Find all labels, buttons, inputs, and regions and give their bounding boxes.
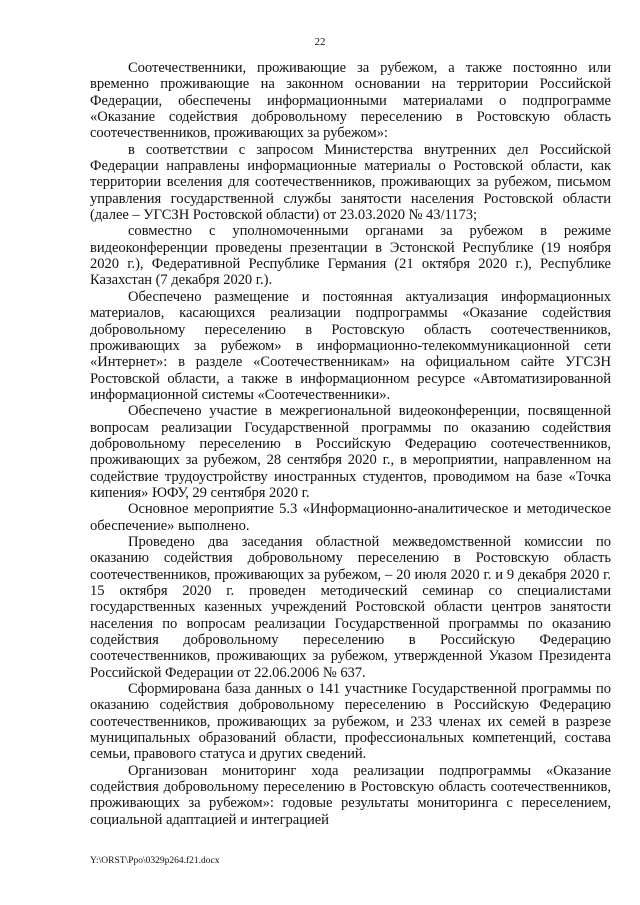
- paragraph-internet-materials: Обеспечено размещение и постоянная актуализация информационных материалов, касающихся реализации подпрограммы «Оказание содействия добровольному переселению в Ростовскую область соотечественников, проживающих за рубежом» в информационно-телекоммуникационной сети «Интернет»: в разделе «Соотечественникам» на официальном сайте УГСЗН Ростовской области, а также в информационном ресурсе «Автоматизированной информационной системы «Соотечественники».: [90, 288, 611, 403]
- paragraph-interregional-videoconference: Обеспечено участие в межрегиональной видеоконференции, посвященной вопросам реализации Государственной программы по оказанию содействия добровольному переселению в Российскую Федерацию соотечественников, проживающих за рубежом, 28 сентября 2020 г., в мероприятии, направленном на содействие трудоустройству иностранных студентов, проводимом на базе «Точка кипения» ЮФУ, 29 сентября 2020 г.: [90, 403, 611, 501]
- page-number: 22: [314, 36, 326, 48]
- paragraph-monitoring: Организован мониторинг хода реализации подпрограммы «Оказание содействия добровольному переселению в Ростовскую область соотечественников, проживающих за рубежом»: годовые результаты мониторинга с переселением, социальной адаптацией и интеграцией: [90, 762, 611, 828]
- paragraph-mvd-request: в соответствии с запросом Министерства внутренних дел Российской Федерации направлены информационные материалы о Ростовской области, как территории вселения для соотечественников, проживающих за рубежом, письмом управления государственной службы занятости населения Ростовской области (далее – УГСЗН Ростовской области) от 23.03.2020 № 43/1173;: [90, 141, 611, 224]
- paragraph-database: Сформирована база данных о 141 участнике Государственной программы по оказанию содействия добровольному переселению в Российскую Федерацию соотечественников, проживающих за рубежом, и 233 членах их семей в разрезе муниципальных образований области, профессиональных компетенций, состава семьи, правового статуса и других сведений.: [90, 681, 611, 763]
- body-text: [90, 60, 611, 828]
- paragraph-main-activity-5-3: Основное мероприятие 5.3 «Информационно-аналитическое и методическое обеспечение» выполнено.: [90, 501, 611, 534]
- paragraph-videoconference-presentations: совместно с уполномоченными органами за рубежом в режиме видеоконференции проведены презентации в Эстонской Республике (19 ноября 2020 г.), Федеративной Республике Германия (21 октября 2020 г.), Республике Казахстан (7 декабря 2020 г.).: [90, 223, 611, 289]
- paragraph-commission-meetings: Проведено два заседания областной межведомственной комиссии по оказанию содействия добровольному переселению в Ростовскую область соотечественников, проживающих за рубежом, – 20 июля 2020 г. и 9 декабря 2020 г. 15 октября 2020 г. проведен методический семинар со специалистами государственных казенных учреждений Ростовской области центров занятости населения по вопросам реализации Государственной программы по оказанию содействия добровольному переселению в Российскую Федерацию соотечественников, проживающих за рубежом, утвержденной Указом Президента Российской Федерации от 22.06.2006 № 637.: [90, 533, 611, 681]
- paragraph-compatriots-informed: Соотечественники, проживающие за рубежом, а также постоянно или временно проживающие на законном основании на территории Российской Федерации, обеспечены информационными материалами о подпрограмме «Оказание содействия добровольному переселению в Ростовскую область соотечественников, проживающих за рубежом»:: [90, 60, 611, 142]
- footer-file-path: Y:\ORST\Ppo\0329p264.f21.docx: [90, 856, 220, 866]
